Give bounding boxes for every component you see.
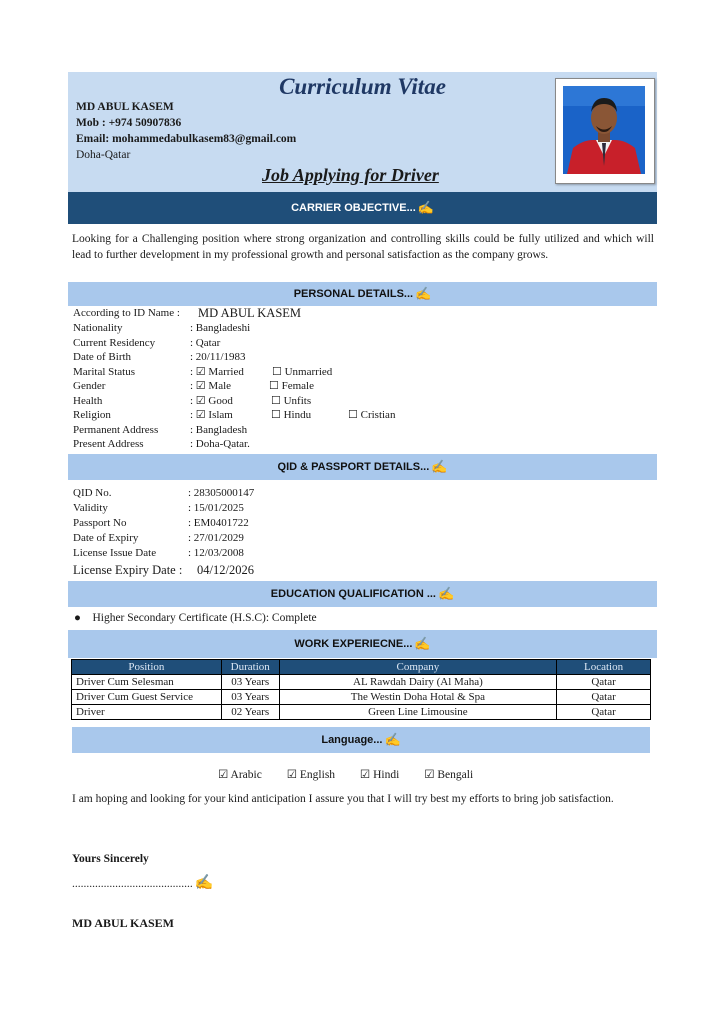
language-bengali: ☑ Bengali xyxy=(424,769,474,781)
checkbox-islam: : ☑ Islam xyxy=(190,409,233,421)
language-arabic: ☑ Arabic xyxy=(218,769,262,781)
section-title: Language... xyxy=(321,734,383,746)
field-label: Religion xyxy=(73,409,111,421)
field-value: : 28305000147 xyxy=(188,487,255,499)
column-header: Company xyxy=(279,660,556,675)
profile-photo xyxy=(563,86,645,174)
yours-sincerely: Yours Sincerely xyxy=(72,853,149,865)
section-header-work xyxy=(68,630,657,658)
signature-line xyxy=(72,873,213,892)
qid-row-license-issue xyxy=(73,546,473,560)
cell-company: Green Line Limousine xyxy=(279,705,556,720)
field-value: : Bangladesh xyxy=(190,424,248,436)
field-value: : 15/01/2025 xyxy=(188,502,244,514)
field-label: Current Residency xyxy=(73,337,156,349)
personal-row-marital xyxy=(73,365,473,379)
table-row xyxy=(72,690,651,705)
checkbox-cristian: ☐ Cristian xyxy=(348,409,396,421)
section-title: CARRIER OBJECTIVE... xyxy=(291,202,416,214)
language-list xyxy=(218,767,495,781)
field-value: : 20/11/1983 xyxy=(190,351,246,363)
objective-text: Looking for a Challenging position where strong organization and controlling skills could be fully utilized and which will lead to further development in my professional growth and personal satisfaction as the company grows. xyxy=(72,233,654,261)
section-title: PERSONAL DETAILS... xyxy=(293,288,414,300)
closing-paragraph: I am hoping and looking for your kind anticipation I assure you that I will try best my efforts to bring job satisfaction. xyxy=(72,793,614,805)
mobile-number: Mob : +974 50907836 xyxy=(76,117,182,129)
field-label: Validity xyxy=(73,502,108,514)
field-value: : Qatar xyxy=(190,337,221,349)
personal-row-residency xyxy=(73,336,473,350)
cell-location: Qatar xyxy=(557,675,651,690)
checkbox-hindu: ☐ Hindu xyxy=(271,409,312,421)
checkbox-married: : ☑ Married xyxy=(190,366,244,378)
pen-icon: ✍ xyxy=(415,286,432,301)
section-header-education xyxy=(68,581,657,607)
qid-row-expiry xyxy=(73,531,473,545)
table-header-row xyxy=(72,660,651,675)
field-value: : 27/01/2029 xyxy=(188,532,244,544)
job-applying-title: Job Applying for Driver xyxy=(262,165,439,185)
cell-duration: 02 Years xyxy=(221,705,279,720)
personal-row-dob xyxy=(73,350,473,364)
work-experience-table xyxy=(71,659,651,720)
checkbox-unmarried: ☐ Unmarried xyxy=(272,366,333,378)
column-header: Position xyxy=(72,660,222,675)
field-value: : Bangladeshi xyxy=(190,322,251,334)
field-value: MD ABUL KASEM xyxy=(198,306,302,320)
checkbox-female: ☐ Female xyxy=(269,380,314,392)
field-label: License Issue Date xyxy=(73,547,157,559)
qid-row-license-expiry xyxy=(73,563,473,577)
field-label: According to ID Name : xyxy=(73,307,180,319)
field-label: QID No. xyxy=(73,487,112,499)
personal-row-present-address xyxy=(73,437,473,451)
personal-row-religion xyxy=(73,408,473,422)
cell-position: Driver Cum Guest Service xyxy=(72,690,222,705)
checkbox-good: : ☑ Good xyxy=(190,395,233,407)
field-label: Marital Status xyxy=(73,366,136,378)
language-hindi: ☑ Hindi xyxy=(359,769,400,781)
personal-row-id-name xyxy=(73,306,473,320)
cell-location: Qatar xyxy=(557,705,651,720)
bullet-icon: ● xyxy=(74,612,93,624)
applicant-name: MD ABUL KASEM xyxy=(76,101,174,113)
pen-icon: ✍ xyxy=(194,875,214,891)
cell-company: AL Rawdah Dairy (Al Maha) xyxy=(279,675,556,690)
page-title: Curriculum Vitae xyxy=(279,74,446,99)
qid-row-number xyxy=(73,486,473,500)
personal-row-gender xyxy=(73,379,473,393)
pen-icon: ✍ xyxy=(384,732,401,747)
field-label: Permanent Address xyxy=(73,424,159,436)
field-label: Present Address xyxy=(73,438,144,450)
signature-name: MD ABUL KASEM xyxy=(72,916,175,930)
signature-dots: .......................................... xyxy=(72,878,193,890)
section-title: EDUCATION QUALIFICATION ... xyxy=(270,588,436,600)
section-header-qid xyxy=(68,454,657,480)
field-label: Date of Birth xyxy=(73,351,132,363)
table-row xyxy=(72,675,651,690)
cell-position: Driver Cum Selesman xyxy=(72,675,222,690)
pen-icon: ✍ xyxy=(438,586,455,601)
field-value: 04/12/2026 xyxy=(197,563,254,577)
pen-icon: ✍ xyxy=(417,200,434,215)
pen-icon: ✍ xyxy=(414,636,431,651)
section-title: QID & PASSPORT DETAILS... xyxy=(277,461,430,473)
qid-row-passport xyxy=(73,516,473,530)
section-header-personal xyxy=(68,282,657,306)
education-text: Higher Secondary Certificate (H.S.C): Complete xyxy=(92,612,317,624)
field-label: Gender xyxy=(73,380,106,392)
cell-duration: 03 Years xyxy=(221,690,279,705)
personal-row-health xyxy=(73,394,473,408)
education-item xyxy=(74,612,317,624)
cell-duration: 03 Years xyxy=(221,675,279,690)
cell-company: The Westin Doha Hotal & Spa xyxy=(279,690,556,705)
field-label: Health xyxy=(73,395,103,407)
section-header-language xyxy=(72,727,650,753)
checkbox-male: : ☑ Male xyxy=(190,380,232,392)
field-label: Nationality xyxy=(73,322,123,334)
cell-position: Driver xyxy=(72,705,222,720)
field-label: License Expiry Date : xyxy=(73,563,183,577)
language-english: ☑ English xyxy=(286,769,336,781)
section-header-objective xyxy=(68,192,657,224)
personal-row-permanent-address xyxy=(73,423,473,437)
qid-row-validity xyxy=(73,501,473,515)
column-header: Duration xyxy=(221,660,279,675)
personal-row-nationality xyxy=(73,321,473,335)
field-value: : 12/03/2008 xyxy=(188,547,244,559)
column-header: Location xyxy=(557,660,651,675)
cell-location: Qatar xyxy=(557,690,651,705)
pen-icon: ✍ xyxy=(431,459,448,474)
field-value: : Doha-Qatar. xyxy=(190,438,250,450)
checkbox-unfits: ☐ Unfits xyxy=(271,395,312,407)
email-address: Email: mohammedabulkasem83@gmail.com xyxy=(76,133,297,145)
field-label: Date of Expiry xyxy=(73,532,139,544)
field-label: Passport No xyxy=(73,517,127,529)
location: Doha-Qatar xyxy=(76,149,131,161)
table-row xyxy=(72,705,651,720)
section-title: WORK EXPERIECNE... xyxy=(294,638,413,650)
field-value: : EM0401722 xyxy=(188,517,249,529)
